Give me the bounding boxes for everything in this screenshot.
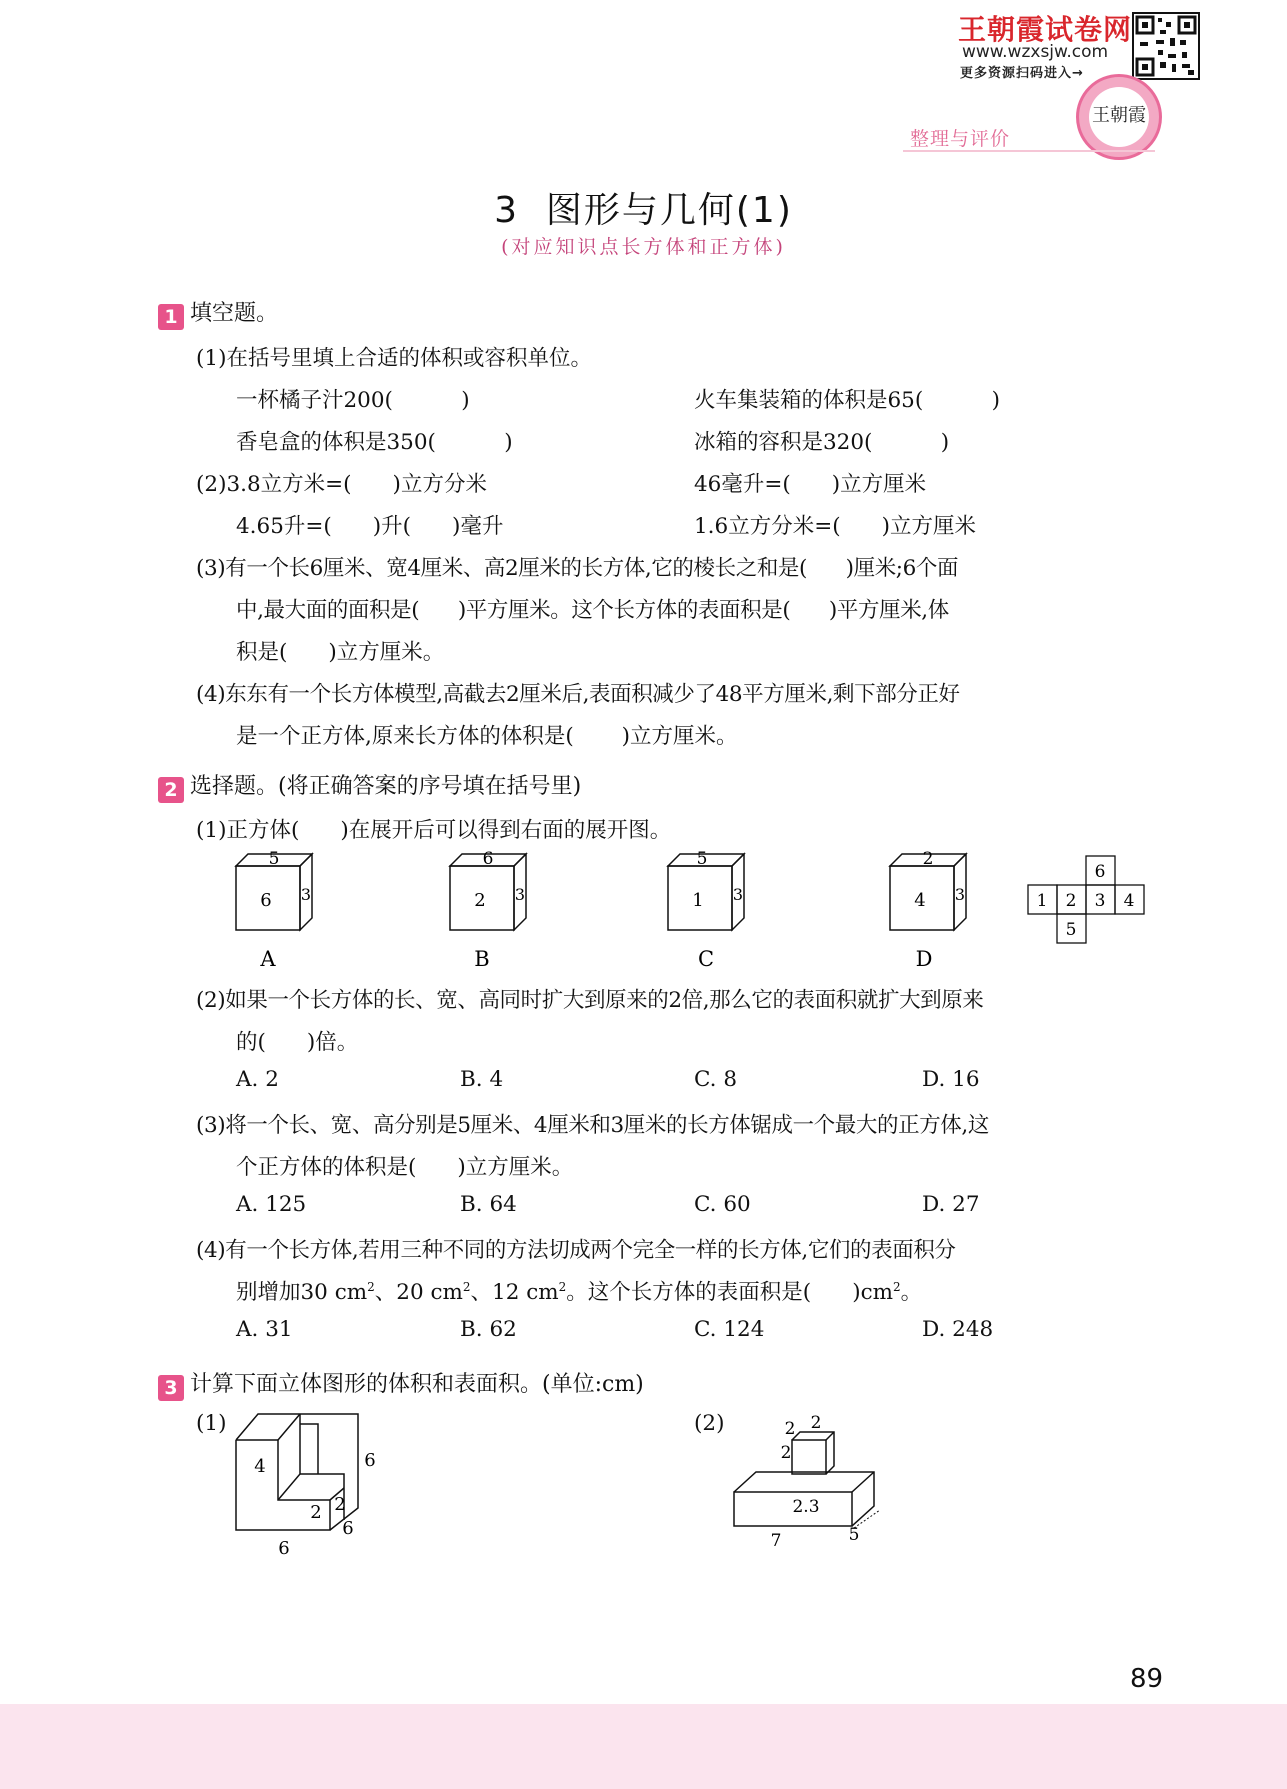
cube-d-front: 4 [914, 890, 926, 911]
fig2-small-c: 2 [780, 1443, 792, 1463]
q3-number-badge: 3 [158, 1375, 184, 1401]
q2-p4-opt-b[interactable]: B. 62 [460, 1317, 517, 1342]
q1-p1-d: 冰箱的容积是320( ) [694, 430, 950, 455]
cube-c-front: 1 [692, 890, 704, 911]
q2-title: 选择题。(将正确答案的序号填在括号里) [190, 774, 582, 799]
cube-a-top: 5 [268, 849, 280, 869]
fig2-width: 5 [848, 1525, 860, 1545]
q2-p4-line1: (4)有一个长方体,若用三种不同的方法切成两个完全一样的长方体,它们的表面积分 [196, 1238, 956, 1263]
page-number: 89 [1130, 1664, 1164, 1694]
seal-text: 王朝霞 [1092, 105, 1146, 126]
net-cell-4: 4 [1123, 891, 1135, 911]
q1-p4-line1: (4)东东有一个长方体模型,高截去2厘米后,表面积减少了48平方厘米,剩下部分正好 [196, 682, 960, 707]
q1-heading [158, 296, 278, 330]
page-title: 3 图形与几何(1) [494, 190, 793, 231]
q1-p1-c: 香皂盒的体积是350( ) [236, 430, 513, 455]
cube-b [450, 849, 526, 971]
q1-p3-line1: (3)有一个长6厘米、宽4厘米、高2厘米的长方体,它的棱长之和是( )厘米;6个面 [196, 556, 959, 581]
cube-c-side: 3 [732, 885, 744, 904]
q3-figure1-label: (1) [196, 1411, 227, 1436]
q1-number-badge: 1 [158, 304, 184, 330]
q2-p3-line2: 个正方体的体积是( )立方厘米。 [236, 1155, 574, 1180]
brand-name: 王朝霞试卷网 [958, 13, 1133, 46]
cube-d-label: D [915, 947, 933, 971]
fig2-small-b: 2 [810, 1413, 822, 1433]
net-cell-2: 2 [1065, 891, 1077, 911]
q2-p3-opt-a[interactable]: A. 125 [236, 1192, 307, 1217]
cube-c-top: 5 [696, 849, 708, 869]
fig1-dim-inner-d: 2 [334, 1494, 346, 1515]
q1-p2-d: 1.6立方分米=( )立方厘米 [694, 514, 976, 539]
q2-p2-opt-d[interactable]: D. 16 [922, 1067, 980, 1092]
q2-p2-line1: (2)如果一个长方体的长、宽、高同时扩大到原来的2倍,那么它的表面积就扩大到原来 [196, 988, 984, 1013]
q1-p1-b: 火车集装箱的体积是65( ) [694, 388, 1000, 413]
qr-code-icon [1132, 12, 1200, 80]
q2-p4-line2: 别增加30 $cm^2$、20 $cm^2$、12 $cm^2$。这个长方体的表面积是( )$cm^2$。 [236, 1279, 923, 1305]
q3-heading [158, 1367, 644, 1401]
cube-b-side: 3 [514, 885, 526, 904]
brand-more-text: 更多资源扫码进入→ [960, 66, 1084, 81]
net-cell-3: 3 [1094, 891, 1106, 911]
section-tab: 整理与评价 [910, 128, 1011, 150]
cube-a [236, 849, 312, 971]
q1-p3-line3: 积是( )立方厘米。 [236, 640, 445, 665]
page-subtitle: (对应知识点长方体和正方体) [501, 236, 786, 258]
cube-options-figure [220, 848, 1220, 978]
q1-p2-b: 46毫升=( )立方厘米 [694, 472, 927, 497]
q2-p3-opt-c[interactable]: C. 60 [694, 1192, 751, 1217]
cube-b-label: B [474, 947, 490, 971]
q1-p1-a: 一杯橘子汁200( ) [236, 388, 470, 413]
q1-p2-a: (2)3.8立方米=( )立方分米 [196, 472, 487, 497]
q2-p4-opt-d[interactable]: D. 248 [922, 1317, 994, 1342]
q2-number-badge: 2 [158, 777, 184, 803]
q2-p3-opt-d[interactable]: D. 27 [922, 1192, 980, 1217]
fig1-dim-inner-w: 2 [310, 1502, 322, 1523]
net-top: 6 [1094, 862, 1106, 882]
cube-c [668, 849, 744, 971]
q1-p4-line2: 是一个正方体,原来长方体的体积是( )立方厘米。 [236, 724, 738, 749]
cube-d-side: 3 [954, 885, 966, 904]
brand-url[interactable]: www.wzxsjw.com [962, 42, 1109, 62]
cube-d [890, 849, 966, 971]
q3-figure2-label: (2) [694, 1411, 725, 1436]
cube-d-top: 2 [922, 849, 934, 869]
brand-seal-logo [1076, 74, 1162, 160]
fig2-small-a: 2 [784, 1419, 796, 1439]
section-tab-underline [903, 150, 1155, 152]
cube-b-top: 6 [482, 849, 494, 869]
fig1-dim-bottom: 6 [278, 1538, 290, 1559]
q2-p4-opt-a[interactable]: A. 31 [236, 1317, 293, 1342]
net-bottom: 5 [1065, 920, 1077, 940]
cube-c-label: C [697, 947, 715, 971]
cube-net [1028, 856, 1144, 943]
footer-band [0, 1704, 1287, 1789]
fig1-dim-right: 6 [364, 1450, 376, 1471]
cube-b-front: 2 [474, 890, 486, 911]
fig2-length: 7 [770, 1531, 782, 1550]
q1-p3-line2: 中,最大面的面积是( )平方厘米。这个长方体的表面积是( )平方厘米,体 [236, 598, 949, 623]
q1-p1-intro: (1)在括号里填上合适的体积或容积单位。 [196, 346, 592, 371]
net-cell-1: 1 [1036, 891, 1048, 911]
cube-a-label: A [260, 947, 276, 971]
q2-p4-opt-c[interactable]: C. 124 [694, 1317, 765, 1342]
fig1-dim-depth: 6 [342, 1518, 354, 1539]
q2-p3-opt-b[interactable]: B. 64 [460, 1192, 517, 1217]
figure1-notched-cube [220, 1400, 400, 1560]
cube-a-front: 6 [260, 890, 272, 911]
q2-heading [158, 769, 581, 803]
q2-p1: (1)正方体( )在展开后可以得到右面的展开图。 [196, 818, 672, 843]
q3-title: 计算下面立体图形的体积和表面积。(单位:cm) [190, 1372, 644, 1397]
q2-p2-opt-c[interactable]: C. 8 [694, 1067, 738, 1092]
figure2-stacked-blocks [720, 1400, 920, 1550]
q2-p2-opt-b[interactable]: B. 4 [460, 1067, 504, 1092]
q2-p2-opt-a[interactable]: A. 2 [236, 1067, 279, 1092]
q1-title: 填空题。 [190, 301, 279, 326]
cube-a-side: 3 [300, 885, 312, 904]
fig1-dim-left: 4 [254, 1456, 266, 1477]
q2-p3-line1: (3)将一个长、宽、高分别是5厘米、4厘米和3厘米的长方体锯成一个最大的正方体,这 [196, 1113, 989, 1138]
fig2-height: 2.3 [792, 1497, 820, 1517]
q1-p2-c: 4.65升=( )升( )毫升 [236, 514, 504, 539]
q2-p2-line2: 的( )倍。 [236, 1030, 359, 1055]
